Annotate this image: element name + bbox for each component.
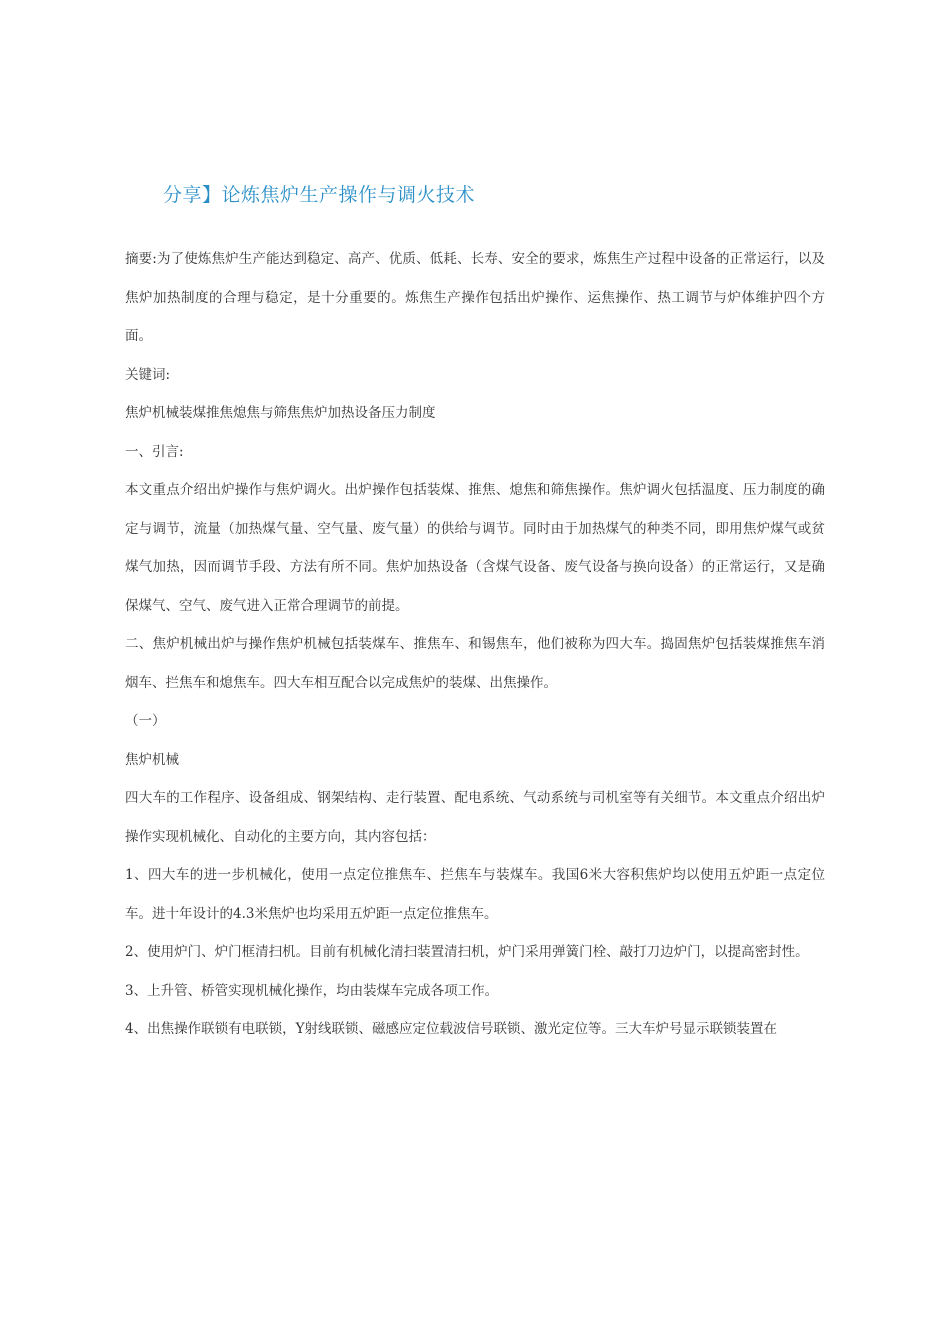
paragraph-keywords: 焦炉机械装煤推焦熄焦与筛焦焦炉加热设备压力制度 (125, 405, 436, 421)
paragraph-abstract: 摘要:为了使炼焦炉生产能达到稳定、高产、优质、低耗、长寿、安全的要求，炼焦生产过程中设备的正常运行，以及焦炉加热制度的合理与稳定，是十分重要的。炼焦生产操作包括出炉操作、运焦操作、热工调节与炉体维护四个方面。 (125, 251, 825, 344)
paragraph-intro-heading: 一、引言: (125, 443, 184, 460)
paragraph-intro: 本文重点介绍出炉操作与焦炉调火。出炉操作包括装煤、推焦、熄焦和筛焦操作。焦炉调火包括温度、压力制度的确定与调节，流量（加热煤气量、空气量、废气量）的供给与调节。同时由于加热煤气的种类不同，即用焦炉煤气或贫煤气加热，因而调节手段、方法有所不同。焦炉加热设备（含煤气设备、废气设备与换向设备）的正常运行，又是确保煤气、空气、废气进入正常合理调节的前提。 (125, 482, 825, 614)
paragraph-section-two: 二、焦炉机械出炉与操作焦炉机械包括装煤车、推焦车、和锡焦车，他们被称为四大车。捣固焦炉包括装煤推焦车消烟车、拦焦车和熄焦车。四大车相互配合以完成焦炉的装煤、出焦操作。 (125, 636, 825, 691)
paragraph-item-4: 4、出焦操作联锁有电联锁，Y射线联锁、磁感应定位载波信号联锁、激光定位等。三大车炉号显示联锁装置在 (125, 1021, 777, 1037)
paragraph-item-3: 3、上升管、桥管实现机械化操作，均由装煤车完成各项工作。 (125, 982, 499, 999)
paragraph-machinery: 四大车的工作程序、设备组成、钢架结构、走行装置、配电系统、气动系统与司机室等有关细节。本文重点介绍出炉操作实现机械化、自动化的主要方向，其内容包括： (125, 790, 825, 845)
paragraph-item-1: 1、四大车的进一步机械化，使用一点定位推焦车、拦焦车与装煤车。我国6米大容积焦炉均以使用五炉距一点定位车。进十年设计的4.3米焦炉也均采用五炉距一点定位推焦车。 (125, 867, 825, 922)
paragraph-keywords-label: 关键词: (125, 366, 171, 383)
document-body (125, 240, 825, 1049)
paragraph-subsection-title: 焦炉机械 (125, 751, 179, 768)
document-title: 分享】论炼焦炉生产操作与调火技术 (163, 184, 476, 206)
paragraph-subsection-number: （一） (125, 713, 166, 729)
paragraph-item-2: 2、使用炉门、炉门框清扫机。目前有机械化清扫装置清扫机，炉门采用弹簧门栓、敲打刀边炉门，以提高密封性。 (125, 944, 809, 960)
